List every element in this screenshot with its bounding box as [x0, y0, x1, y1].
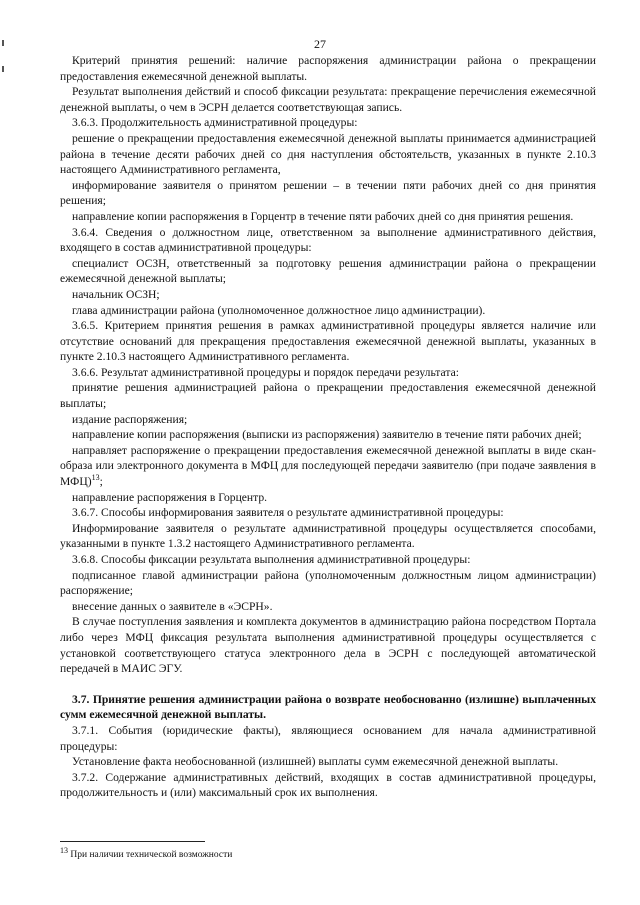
section-heading: 3.7. Принятие решения администрации района о возврате необоснованно (излишне) выплаченных сумм ежемесячной денежной выплаты. — [60, 692, 596, 722]
paragraph: специалист ОСЗН, ответственный за подготовку решения администрации района о прекращении ежемесячной денежной выплаты; — [60, 256, 596, 286]
paragraph: издание распоряжения; — [72, 412, 188, 426]
mfc-text: направляет распоряжение о прекращении предоставления ежемесячной денежной выплаты в виде скан-образа или электронного документа в МФЦ для последующей передачи заявителю (при подаче заявления в МФЦ) — [60, 443, 596, 489]
paragraph: глава администрации района (уполномоченное должностное лицо администрации). — [72, 303, 486, 317]
paragraph: внесение данных о заявителе в «ЭСРН». — [72, 599, 273, 613]
scan-margin-mark — [2, 66, 4, 72]
paragraph: Информирование заявителя о результате административной процедуры осуществляется способами, указанными в пункте 1.3.2 настоящего Административного регламента. — [60, 521, 596, 551]
paragraph: решение о прекращении предоставления ежемесячной денежной выплаты принимается администрацией района в течение десяти рабочих дней со дня наступления обстоятельств, указанных в пункте 2.10.3 настоящего Административного регламента, — [60, 131, 596, 177]
paragraph: 3.6.5. Критерием принятия решения в рамках административной процедуры является наличие или отсутствие оснований для прекращения предоставления ежемесячной денежной выплаты, указанных в пункте 2.10.3 настоящего Административного регламента. — [60, 319, 596, 364]
paragraph: 3.6.4. Сведения о должностном лице, ответственном за выполнение административного действия, входящего в состав административной процедуры: — [60, 225, 596, 255]
footnote-number: 13 — [60, 845, 68, 855]
paragraph: направление распоряжения в Горцентр. — [72, 490, 268, 504]
paragraph: 3.7.1. События (юридические факты), являющиеся основанием для начала административной процедуры: — [60, 723, 596, 753]
paragraph: 3.7.2. Содержание административных действий, входящих в состав административной процедуры, продолжительность и (или) максимальный срок их выполнения. — [60, 770, 596, 800]
paragraph: информирование заявителя о принятом решении – в течении пяти рабочих дней со дня принятия решения; — [60, 178, 596, 208]
footnote — [60, 845, 233, 861]
paragraph: начальник ОСЗН; — [72, 287, 160, 301]
paragraph: направление копии распоряжения в Горцентр в течение пяти рабочих дней со дня принятия решения. — [72, 209, 574, 223]
paragraph: 3.6.3. Продолжительность административной процедуры: — [72, 116, 358, 130]
paragraph: Критерий принятия решений: наличие распоряжения администрации района о прекращении предоставления ежемесячной денежной выплаты. — [60, 54, 596, 83]
document-body — [60, 53, 596, 801]
footnote-text: При наличии технической возможности — [70, 850, 233, 860]
paragraph: 3.6.6. Результат административной процедуры и порядок передачи результата: — [72, 365, 459, 379]
footnote-divider — [60, 841, 205, 842]
paragraph: направление копии распоряжения (выписки из распоряжения) заявителю в течение пяти рабочих дней; — [72, 428, 582, 442]
page-number: 27 — [314, 37, 326, 51]
paragraph: Установление факта необоснованной (излишней) выплаты сумм ежемесячной денежной выплаты. — [72, 755, 559, 769]
paragraph: 3.6.7. Способы информирования заявителя о результате административной процедуры: — [72, 506, 504, 520]
paragraph: принятие решения администрацией района о прекращении предоставления ежемесячной денежной выплаты; — [60, 381, 596, 411]
mfc-punct: ; — [99, 475, 103, 489]
paragraph-mfc — [60, 443, 596, 490]
footnote-reference[interactable]: 13 — [91, 473, 100, 483]
paragraph: подписанное главой администрации района (уполномоченным должностным лицом администрации) распоряжение; — [60, 568, 596, 598]
paragraph: Результат выполнения действий и способ фиксации результата: прекращение перечисления ежемесячной денежной выплаты, о чем в ЭСРН делается соответствующая запись. — [60, 85, 596, 114]
paragraph: 3.6.8. Способы фиксации результата выполнения административной процедуры: — [72, 553, 471, 566]
paragraph: В случае поступления заявления и комплекта документов в администрацию района посредством Портала либо через МФЦ фиксация результата выполнения административной процедуры осуществляется с установкой соответствующего статуса электронного дела в ЭСРН с последующей автоматической передачей в МАИС ЭГУ. — [60, 615, 596, 676]
